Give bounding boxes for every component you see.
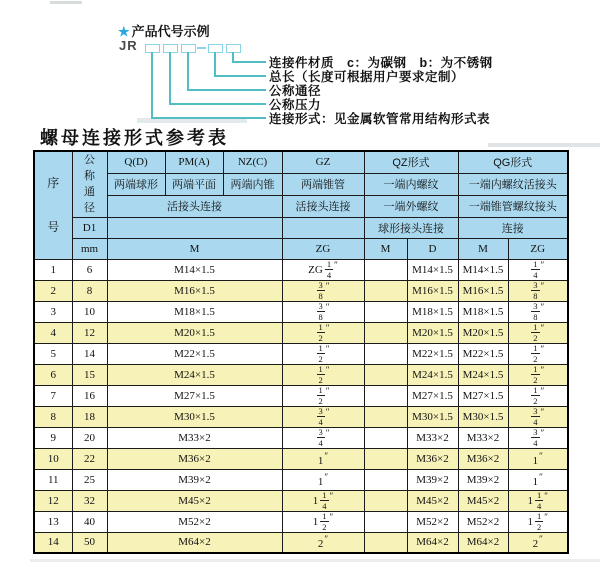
cell-m-thread: M45×2 [107, 490, 282, 511]
cell-qz-d: M22×1.5 [407, 343, 458, 364]
cell-m-thread: M33×2 [107, 427, 282, 448]
table-row [34, 490, 568, 511]
code-box [145, 44, 160, 53]
cell-mm: 14 [72, 343, 107, 364]
cell-mm: 32 [72, 490, 107, 511]
cell-qg-zg: $\frac{1}{2}$ ″ [508, 343, 568, 364]
header-qz-d: D [407, 238, 458, 259]
cell-qz-m [364, 469, 407, 490]
cell-qg-m: M30×1.5 [458, 406, 508, 427]
header-d1: D1 [72, 217, 107, 238]
cell-gz-thread: ZG $\frac{1}{4}$ ″ [282, 259, 364, 280]
cell-qz-d: M18×1.5 [407, 301, 458, 322]
cell-mm: 8 [72, 280, 107, 301]
cell-m-thread: M36×2 [107, 448, 282, 469]
callout-label-length: 总长（长度可根据用户要求定制） [269, 70, 465, 84]
cell-qz-m [364, 385, 407, 406]
cell-qz-m [364, 511, 407, 532]
cell-qz-d: M20×1.5 [407, 322, 458, 343]
cell-gz-thread: $\frac{1}{2}$ ″ [282, 364, 364, 385]
cell-gz-thread: $\frac{1}{2}$ ″ [282, 343, 364, 364]
cell-mm: 50 [72, 532, 107, 553]
code-box [226, 44, 241, 53]
cell-qz-d: M52×2 [407, 511, 458, 532]
cell-qg-m: M52×2 [458, 511, 508, 532]
code-prefix: JR [119, 38, 138, 53]
cell-qz-d: M39×2 [407, 469, 458, 490]
cell-qz-m [364, 322, 407, 343]
table-row [34, 385, 568, 406]
callout-line [169, 52, 171, 104]
callout-line [151, 117, 266, 119]
header-col-qd: Q(D) [107, 151, 165, 173]
table-row [34, 322, 568, 343]
table-row [34, 532, 568, 553]
star-icon: ★ [118, 24, 130, 39]
table-body [34, 259, 568, 553]
cell-qz-d: M16×1.5 [407, 280, 458, 301]
table-row [34, 259, 568, 280]
cell-qg-zg: 1 $\frac{1}{4}$ ″ [508, 490, 568, 511]
header-col-gz: GZ [282, 151, 364, 173]
reference-table [33, 150, 569, 554]
header-mm: mm [72, 238, 107, 259]
header-m-thread: M [107, 238, 282, 259]
cell-qg-m: M64×2 [458, 532, 508, 553]
cell-qg-zg: $\frac{3}{4}$ ″ [508, 427, 568, 448]
cell-seq: 1 [34, 259, 72, 280]
cell-seq: 4 [34, 322, 72, 343]
cell-mm: 22 [72, 448, 107, 469]
cell-m-thread: M22×1.5 [107, 343, 282, 364]
callout-line [151, 52, 153, 118]
cell-qg-m: M24×1.5 [458, 364, 508, 385]
cell-mm: 25 [72, 469, 107, 490]
cell-gz-thread: $\frac{1}{2}$ ″ [282, 322, 364, 343]
scan-artifact [30, 559, 600, 562]
table-row [34, 511, 568, 532]
cell-gz-thread: $\frac{3}{4}$ ″ [282, 427, 364, 448]
header-qg-m: M [458, 238, 508, 259]
code-box [163, 44, 178, 53]
cell-mm: 10 [72, 301, 107, 322]
cell-qg-zg: $\frac{3}{8}$ ″ [508, 280, 568, 301]
cell-qg-m: M27×1.5 [458, 385, 508, 406]
cell-m-thread: M16×1.5 [107, 280, 282, 301]
cell-mm: 40 [72, 511, 107, 532]
cell-qz-m [364, 364, 407, 385]
cell-seq: 13 [34, 511, 72, 532]
cell-qg-m: M33×2 [458, 427, 508, 448]
header-qd-desc: 两端球形 [107, 173, 165, 195]
cell-seq: 7 [34, 385, 72, 406]
cell-mm: 20 [72, 427, 107, 448]
cell-mm: 16 [72, 385, 107, 406]
cell-mm: 15 [72, 364, 107, 385]
cell-mm: 12 [72, 322, 107, 343]
header-qg-zg: ZG [508, 238, 568, 259]
cell-qg-zg: $\frac{1}{2}$ ″ [508, 322, 568, 343]
header-pma-desc: 两端平面 [165, 173, 223, 195]
table-title: 螺母连接形式参考表 [40, 128, 229, 149]
cell-m-thread: M52×2 [107, 511, 282, 532]
cell-seq: 12 [34, 490, 72, 511]
header-qz-connection: 球形接头连接 [364, 217, 458, 238]
callout-line [214, 75, 266, 77]
table-row [34, 301, 568, 322]
cell-qz-m [364, 448, 407, 469]
cell-qg-zg: $\frac{3}{8}$ ″ [508, 301, 568, 322]
header-col-pma: PM(A) [165, 151, 223, 173]
cell-qz-d: M64×2 [407, 532, 458, 553]
callout-label-nominal-diameter: 公称通径 [269, 84, 322, 98]
cell-qg-zg: $\frac{1}{2}$ ″ [508, 385, 568, 406]
cell-seq: 5 [34, 343, 72, 364]
callout-line [232, 61, 266, 63]
cell-qz-d: M24×1.5 [407, 364, 458, 385]
cell-gz-thread: 1 $\frac{1}{4}$ ″ [282, 490, 364, 511]
header-empty [282, 217, 364, 238]
cell-m-thread: M27×1.5 [107, 385, 282, 406]
header-zg-thread: ZG [282, 238, 364, 259]
cell-qg-m: M18×1.5 [458, 301, 508, 322]
cell-qg-zg: 2″ [508, 532, 568, 553]
callout-label-connection-type: 连接形式：见金属软管常用结构形式表 [269, 112, 491, 126]
header-qg-connection: 连接 [458, 217, 568, 238]
table-row [34, 364, 568, 385]
header-qg-desc1: 一端内螺纹活接头 [458, 173, 568, 195]
cell-qg-zg: $\frac{3}{4}$ ″ [508, 406, 568, 427]
cell-seq: 8 [34, 406, 72, 427]
header-nominal-diameter: 公称通径 [72, 151, 107, 217]
cell-seq: 11 [34, 469, 72, 490]
cell-qz-m [364, 280, 407, 301]
header-col-nzc: NZ(C) [223, 151, 282, 173]
header-nzc-desc: 两端内锥 [223, 173, 282, 195]
header-union-connection: 活接头连接 [107, 195, 282, 217]
table-row [34, 343, 568, 364]
cell-gz-thread: 1″ [282, 469, 364, 490]
table-row [34, 427, 568, 448]
cell-gz-thread: 1″ [282, 448, 364, 469]
code-dash-icon [197, 47, 206, 49]
cell-qz-d: M33×2 [407, 427, 458, 448]
cell-m-thread: M18×1.5 [107, 301, 282, 322]
cell-seq: 14 [34, 532, 72, 553]
header-col-qz: QZ形式 [364, 151, 458, 173]
header-qz-m: M [364, 238, 407, 259]
table-row [34, 406, 568, 427]
cell-gz-thread: $\frac{1}{2}$ ″ [282, 385, 364, 406]
header-qz-desc2: 一端外螺纹 [364, 195, 458, 217]
cell-qz-d: M27×1.5 [407, 385, 458, 406]
code-box [181, 44, 196, 53]
cell-qz-m [364, 301, 407, 322]
callout-line [187, 89, 266, 91]
table-row [34, 448, 568, 469]
header-qg-desc2: 一端锥管螺纹接头 [458, 195, 568, 217]
cell-qg-zg: $\frac{1}{2}$ ″ [508, 364, 568, 385]
cell-qg-m: M20×1.5 [458, 322, 508, 343]
callout-line [169, 103, 266, 105]
cell-m-thread: M64×2 [107, 532, 282, 553]
cell-qg-m: M45×2 [458, 490, 508, 511]
cell-m-thread: M30×1.5 [107, 406, 282, 427]
callout-label-material: 连接件材质 c：为碳钢 b：为不锈钢 [269, 56, 493, 70]
cell-seq: 2 [34, 280, 72, 301]
cell-m-thread: M39×2 [107, 469, 282, 490]
cell-qz-d: M36×2 [407, 448, 458, 469]
cell-qg-m: M16×1.5 [458, 280, 508, 301]
cell-qz-m [364, 343, 407, 364]
cell-seq: 10 [34, 448, 72, 469]
cell-seq: 3 [34, 301, 72, 322]
header-col-qg: QG形式 [458, 151, 568, 173]
cell-gz-thread: 2″ [282, 532, 364, 553]
header-gz-connection: 活接头连接 [282, 195, 364, 217]
callout-line [187, 52, 189, 90]
cell-qg-m: M14×1.5 [458, 259, 508, 280]
cell-qg-m: M36×2 [458, 448, 508, 469]
cell-qz-m [364, 490, 407, 511]
cell-qg-m: M22×1.5 [458, 343, 508, 364]
cell-m-thread: M14×1.5 [107, 259, 282, 280]
cell-mm: 18 [72, 406, 107, 427]
cell-qz-d: M30×1.5 [407, 406, 458, 427]
table-row [34, 469, 568, 490]
callout-line [214, 52, 216, 76]
cell-qz-m [364, 406, 407, 427]
cell-gz-thread: $\frac{3}{4}$ ″ [282, 406, 364, 427]
cell-qg-zg: 1″ [508, 448, 568, 469]
cell-seq: 6 [34, 364, 72, 385]
header-seq: 序号 [34, 151, 72, 259]
cell-gz-thread: $\frac{3}{8}$ ″ [282, 301, 364, 322]
table-row [34, 280, 568, 301]
header-empty [107, 217, 282, 238]
cell-qz-m [364, 532, 407, 553]
header-qz-desc1: 一端内螺纹 [364, 173, 458, 195]
cell-qz-d: M14×1.5 [407, 259, 458, 280]
cell-qz-d: M45×2 [407, 490, 458, 511]
code-box [208, 44, 223, 53]
cell-qg-zg: $\frac{1}{4}$ ″ [508, 259, 568, 280]
cell-gz-thread: $\frac{3}{8}$ ″ [282, 280, 364, 301]
cell-seq: 9 [34, 427, 72, 448]
cell-qg-m: M39×2 [458, 469, 508, 490]
cell-qz-m [364, 259, 407, 280]
callout-label-nominal-pressure: 公称压力 [269, 98, 322, 112]
diagram-title-text: 产品代号示例 [131, 24, 210, 39]
cell-gz-thread: 1 $\frac{1}{2}$ ″ [282, 511, 364, 532]
cell-qg-zg: 1 $\frac{1}{2}$ ″ [508, 511, 568, 532]
cell-mm: 6 [72, 259, 107, 280]
header-gz-desc: 两端锥管 [282, 173, 364, 195]
cell-m-thread: M24×1.5 [107, 364, 282, 385]
cell-qg-zg: 1″ [508, 469, 568, 490]
cell-qz-m [364, 427, 407, 448]
cell-m-thread: M20×1.5 [107, 322, 282, 343]
